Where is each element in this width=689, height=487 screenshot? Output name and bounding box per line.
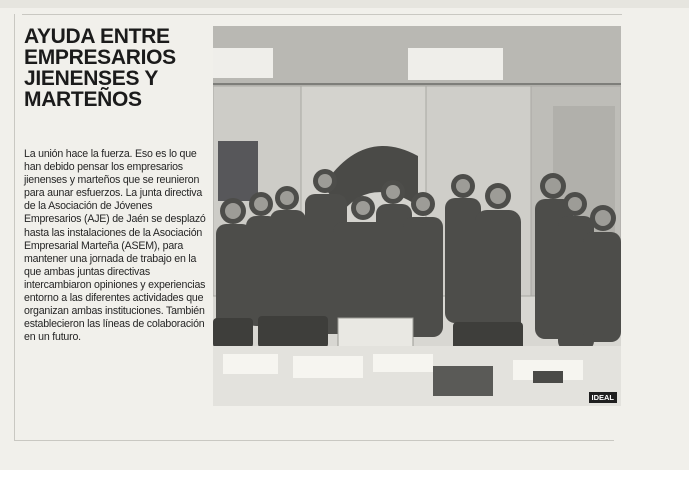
column-rule-bottom — [14, 440, 614, 441]
scan-edge-top — [0, 0, 689, 8]
photo-credit: IDEAL — [589, 392, 618, 403]
column-rule-left — [14, 14, 15, 440]
group-photo — [213, 26, 621, 406]
scan-edge-bottom — [0, 470, 689, 487]
headline-line: AYUDA ENTRE — [24, 25, 170, 48]
photo-illustration — [213, 26, 621, 406]
article-headline — [24, 26, 209, 110]
headline-line: MARTEÑOS — [24, 88, 142, 111]
column-rule-top — [22, 14, 622, 15]
headline-line: EMPRESARIOS — [24, 46, 176, 69]
headline-line: JIENENSES Y — [24, 67, 159, 90]
article-body: La unión hace la fuerza. Eso es lo que han debido pensar los empresarios jienenses y marteños que se reunieron para aunar esfuerzos. La junta directiva de la Asociación de Jóvenes Empresarios (AJE) de Jaén se desplazó hasta las instalaciones de la Asociación Empresarial Marteña (ASEM), para mantener una jornada de trabajo en la que ambas juntas directivas intercambiaron opiniones y experiencias entorno a las diferentes actividades que organizan ambas instituciones. También establecieron las líneas de colaboración en un futuro. — [24, 148, 206, 344]
